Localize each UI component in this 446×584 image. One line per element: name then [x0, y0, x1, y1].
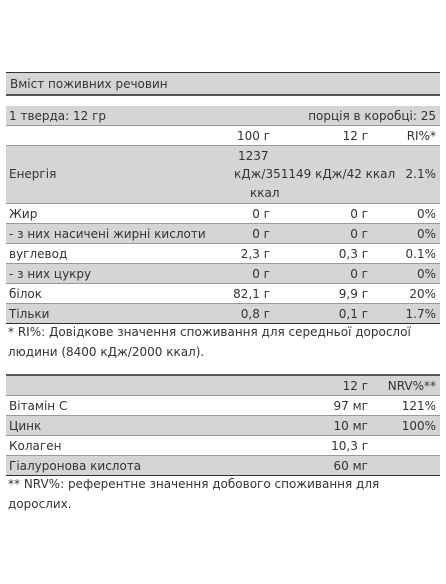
energy-ri: 2.1% [405, 167, 436, 181]
portions-label: порція в коробці: 25 [308, 109, 436, 123]
vitamins-header-nrv: NRV%** [387, 379, 436, 393]
ri-footnote [8, 322, 436, 362]
row-ri: 1.7% [405, 307, 436, 321]
row-nrv: 100% [401, 419, 436, 433]
row-amount: 97 мг [333, 399, 368, 413]
energy-line1: 1237 [238, 149, 269, 163]
header-per12: 12 г [342, 129, 368, 143]
vitamins-header-row [6, 376, 440, 396]
serving-label: 1 тверда: 12 гр [9, 109, 107, 123]
ri-footnote-line1: * RI%: Довідкове значення споживання для середньої дорослої [8, 325, 411, 339]
nutrition-title: Вміст поживних речовин [10, 77, 168, 91]
row-ri: 0.1% [405, 247, 436, 261]
row-per100: 0 г [252, 207, 270, 221]
row-nrv: 121% [401, 399, 436, 413]
row-label: Вітамін С [9, 399, 68, 413]
table-row [6, 244, 440, 264]
energy-line2: кДж/351149 кДж/42 ккал [234, 167, 396, 181]
energy-label: Енергія [9, 167, 57, 181]
row-per12: 0,1 г [338, 307, 368, 321]
row-ri: 0% [416, 207, 436, 221]
ri-footnote-line2: людини (8400 кДж/2000 ккал). [8, 345, 205, 359]
serving-row [6, 106, 440, 126]
table-row [6, 304, 440, 324]
nrv-footnote: ** NRV%: референтне значення добового споживання для дорослих. [8, 477, 380, 511]
nutrition-title-bar [6, 72, 440, 96]
table-row [6, 456, 440, 476]
header-ri: RI%* [406, 129, 436, 143]
row-per12: 0 г [350, 267, 368, 281]
energy-row [6, 146, 440, 204]
table-row [6, 284, 440, 304]
row-per100: 0 г [252, 267, 270, 281]
row-label: Тільки [9, 307, 50, 321]
row-label: Гіалуронова кислота [9, 459, 142, 473]
nutrition-header-row [6, 126, 440, 146]
row-per12: 9,9 г [338, 287, 368, 301]
row-label: - з них насичені жирні кислоти [9, 227, 206, 241]
row-ri: 0% [416, 227, 436, 241]
row-label: Цинк [9, 419, 42, 433]
row-label: білок [9, 287, 42, 301]
table-row [6, 264, 440, 284]
row-per12: 0 г [350, 227, 368, 241]
row-label: Жир [9, 207, 38, 221]
row-label: - з них цукру [9, 267, 92, 281]
header-per100: 100 г [236, 129, 270, 143]
row-label: Колаген [9, 439, 62, 453]
row-per100: 0 г [252, 227, 270, 241]
row-ri: 20% [409, 287, 436, 301]
row-amount: 10,3 г [331, 439, 368, 453]
row-per100: 0,8 г [240, 307, 270, 321]
table-row [6, 204, 440, 224]
row-label: вуглевод [9, 247, 68, 261]
row-amount: 60 мг [333, 459, 368, 473]
row-amount: 10 мг [333, 419, 368, 433]
table-row [6, 396, 440, 416]
row-per100: 82,1 г [233, 287, 270, 301]
row-ri: 0% [416, 267, 436, 281]
table-row [6, 436, 440, 456]
table-row [6, 416, 440, 436]
row-per12: 0,3 г [338, 247, 368, 261]
row-per100: 2,3 г [240, 247, 270, 261]
table-row [6, 224, 440, 244]
energy-line3: ккал [250, 186, 280, 200]
row-per12: 0 г [350, 207, 368, 221]
vitamins-header-amount: 12 г [342, 379, 368, 393]
